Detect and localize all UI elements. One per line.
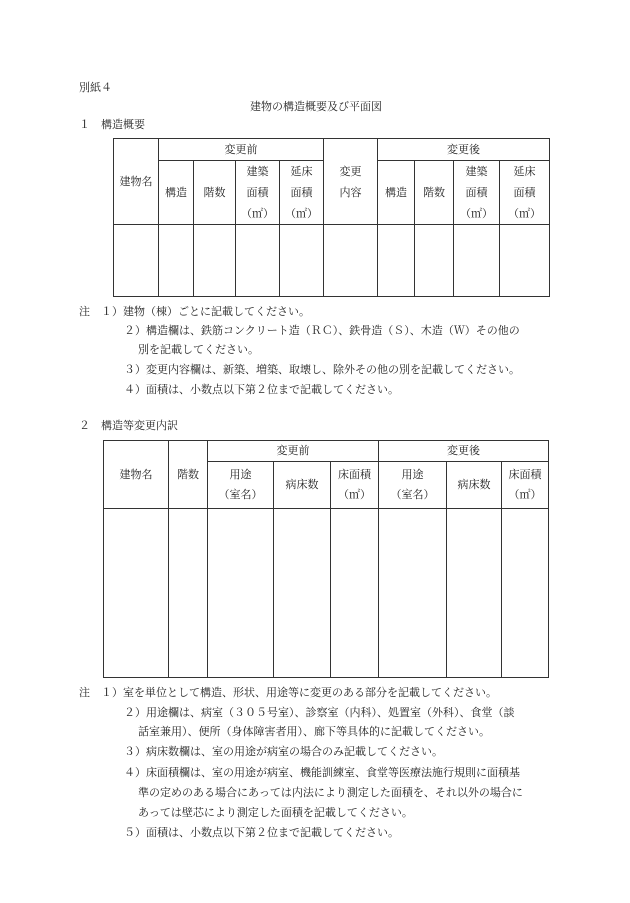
col-after-usage: 用途 （室名） (379, 462, 447, 509)
header-before-change: 変更前 (159, 139, 324, 161)
col-building-name: 建物名 (114, 139, 159, 225)
table-cell[interactable] (159, 225, 194, 297)
table-cell[interactable] (454, 225, 500, 297)
col-after-structure: 構造 (378, 161, 415, 225)
section1-note-2: ２）構造欄は、鉄筋コンクリート造（ＲＣ）、鉄骨造（Ｓ）、木造（Ｗ）その他の (124, 324, 520, 337)
col-after-building-area: 建築 面積 （㎡） (454, 161, 500, 225)
table-cell[interactable] (415, 225, 454, 297)
col-after-floor-area: 床面積 （㎡） (502, 462, 549, 509)
col-before-floors: 階数 (194, 161, 236, 225)
col-change-content: 変更 内容 (324, 139, 378, 225)
document-title: 建物の構造概要及び平面図 (250, 100, 382, 113)
table-row (114, 225, 550, 297)
section2-note-2b: 話室兼用）、便所（身体障害者用）、廊下等具体的に記載してください。 (138, 725, 490, 738)
section1-note-3: ３）変更内容欄は、新築、増築、取壊し、除外その他の別を記載してください。 (124, 363, 520, 376)
col-building-name: 建物名 (104, 441, 169, 509)
col-before-floor-area: 床面積 （㎡） (331, 462, 379, 509)
section2-note-2: ２）用途欄は、病室（３０５号室）、診察室（内科）、処置室（外科）、食堂（談 (124, 706, 515, 719)
section2-note-4c: あっては壁芯により測定した面積を記載してください。 (138, 806, 413, 819)
col-before-structure: 構造 (159, 161, 194, 225)
section2-heading: ２ 構造等変更内訳 (79, 419, 178, 432)
structure-overview-table (113, 138, 550, 297)
col-after-floor-area: 延床 面積 （㎡） (500, 161, 550, 225)
table-cell[interactable] (378, 225, 415, 297)
section2-note-5: ５）面積は、小数点以下第２位まで記載してください。 (124, 826, 399, 839)
structure-change-table (103, 440, 549, 678)
section1-note-1: 注 １）建物（棟）ごとに記載してください。 (79, 305, 310, 318)
section2-note-4b: 準の定めのある場合にあっては内法により測定した面積を、それ以外の場合に (138, 786, 523, 799)
table-cell[interactable] (447, 509, 502, 678)
header-before-change: 変更前 (208, 441, 379, 462)
col-before-beds: 病床数 (274, 462, 331, 509)
attachment-label: 別紙４ (79, 81, 112, 94)
table-cell[interactable] (114, 225, 159, 297)
table-cell[interactable] (208, 509, 274, 678)
table-cell[interactable] (280, 225, 324, 297)
col-before-usage: 用途 （室名） (208, 462, 274, 509)
table-cell[interactable] (236, 225, 280, 297)
section2-note-4: ４）床面積欄は、室の用途が病室、機能訓練室、食堂等医療法施行規則に面積基 (124, 766, 520, 779)
header-after-change: 変更後 (379, 441, 549, 462)
col-before-floor-area: 延床 面積 （㎡） (280, 161, 324, 225)
table-cell[interactable] (324, 225, 378, 297)
table-row (104, 509, 549, 678)
table-cell[interactable] (169, 509, 208, 678)
col-before-building-area: 建築 面積 （㎡） (236, 161, 280, 225)
col-floors: 階数 (169, 441, 208, 509)
section1-note-4: ４）面積は、小数点以下第２位まで記載してください。 (124, 383, 399, 396)
table-cell[interactable] (502, 509, 549, 678)
table-cell[interactable] (274, 509, 331, 678)
table-cell[interactable] (194, 225, 236, 297)
section2-note-3: ３）病床数欄は、室の用途が病室の場合のみ記載してください。 (124, 745, 443, 758)
section2-note-1: 注 １）室を単位として構造、形状、用途等に変更のある部分を記載してください。 (79, 686, 497, 699)
section1-note-2b: 別を記載してください。 (138, 343, 259, 356)
header-after-change: 変更後 (378, 139, 550, 161)
table-cell[interactable] (500, 225, 550, 297)
table-cell[interactable] (104, 509, 169, 678)
section1-heading: １ 構造概要 (79, 118, 145, 131)
col-after-beds: 病床数 (447, 462, 502, 509)
col-after-floors: 階数 (415, 161, 454, 225)
table-cell[interactable] (331, 509, 379, 678)
table-cell[interactable] (379, 509, 447, 678)
